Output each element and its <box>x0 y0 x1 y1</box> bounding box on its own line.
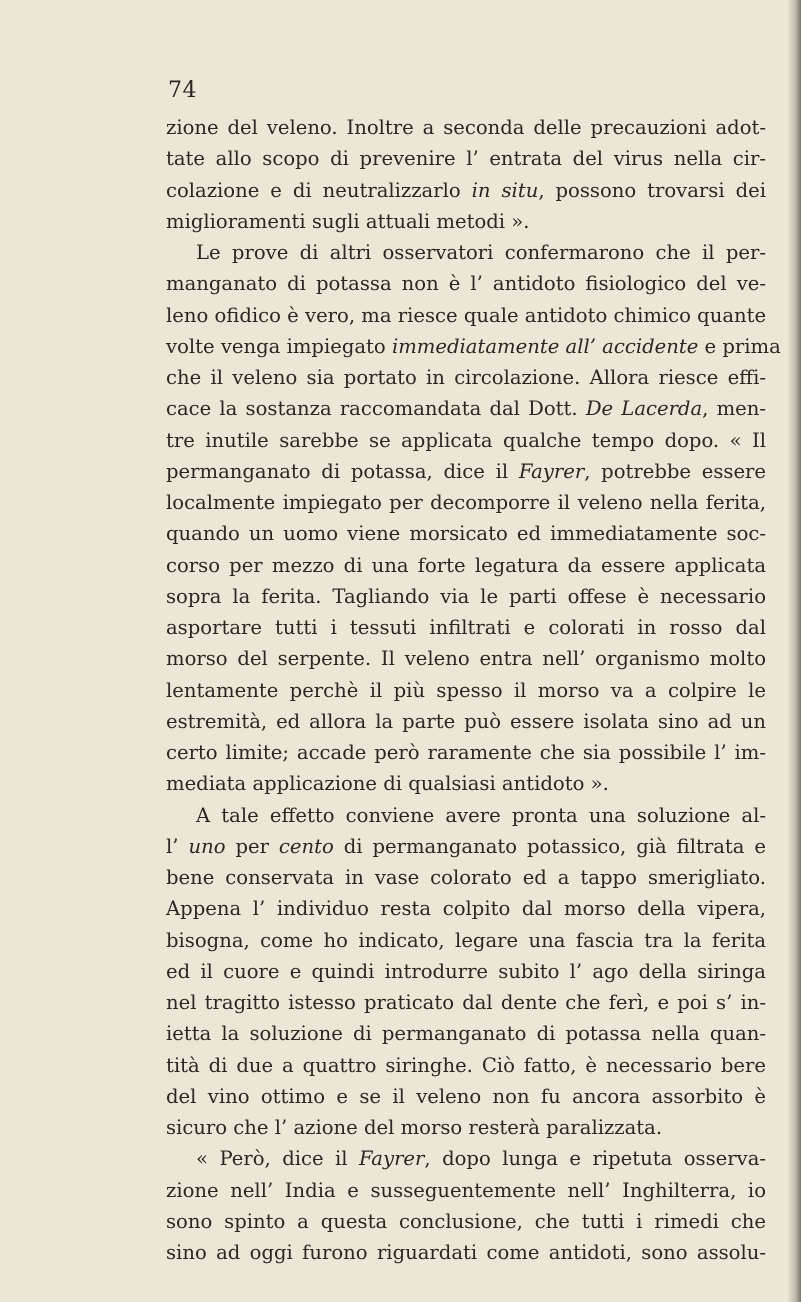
text-line: manganato di potassa non è l’ antidoto fisiologico del ve- <box>166 272 766 296</box>
italic-word: uno <box>188 834 226 858</box>
italic-name: De Lacerda <box>585 397 703 421</box>
text-line: morso del serpente. Il veleno entra nell’ organismo molto <box>166 647 766 671</box>
italic-name: Fayrer <box>518 459 585 483</box>
text-line: sono spinto a questa conclusione, che tutti i rimedi che <box>166 1209 766 1233</box>
text-line: volte venga impiegato immediatamente all’ accidente e prima <box>166 334 781 358</box>
italic-phrase: in situ <box>471 178 539 202</box>
text-line: A tale effetto conviene avere pronta una soluzione al- <box>196 803 766 827</box>
italic-word: cento <box>278 834 334 858</box>
text-line: certo limite; accade però raramente che sia possibile l’ im- <box>166 741 766 764</box>
text-line: « Però, dice il Fayrer, dopo lunga e ripetuta osserva- <box>196 1147 767 1171</box>
text-line: zione nell’ India e susseguentemente nell’ Inghilterra, io <box>166 1178 766 1202</box>
text-line: tità di due a quattro siringhe. Ciò fatto, è necessario bere <box>166 1053 766 1077</box>
text-line: bene conservata in vase colorato ed a tappo smerigliato. <box>166 866 766 889</box>
text-line: sicuro che l’ azione del morso resterà paralizzata. <box>166 1116 663 1139</box>
italic-name: Fayrer <box>359 1147 425 1171</box>
text-line: del vino ottimo e se il veleno non fu ancora assorbito è <box>166 1084 766 1108</box>
page-edge-shadow <box>787 0 801 1302</box>
text-line: permanganato di potassa, dice il Fayrer, potrebbe essere <box>166 459 766 483</box>
text-line: estremità, ed allora la parte può essere isolata sino ad un <box>166 709 766 733</box>
body-text <box>166 112 781 1268</box>
text-line: miglioramenti sugli attuali metodi ». <box>166 209 530 233</box>
text-line: colazione e di neutralizzarlo in situ, possono trovarsi dei <box>166 178 766 202</box>
text-line: sopra la ferita. Tagliando via le parti offese è necessario <box>166 584 766 608</box>
text-line: Le prove di altri osservatori confermarono che il per- <box>196 241 766 264</box>
text-line: nel tragitto istesso praticato dal dente che ferì, e poi s’ in- <box>166 991 766 1014</box>
text-line: quando un uomo viene morsicato ed immediatamente soc- <box>166 522 766 546</box>
text-line: mediata applicazione di qualsiasi antidoto ». <box>166 772 609 796</box>
text-line: ietta la soluzione di permanganato di potassa nella quan- <box>166 1022 766 1046</box>
text-line: sino ad oggi furono riguardati come antidoti, sono assolu- <box>166 1241 766 1264</box>
page-number: 74 <box>168 78 197 103</box>
text-line: zione del veleno. Inoltre a seconda delle precauzioni adot- <box>166 116 766 139</box>
text-line: leno ofidico è vero, ma riesce quale antidoto chimico quante <box>166 303 767 327</box>
text-line: Appena l’ individuo resta colpito dal morso della vipera, <box>166 897 766 921</box>
text-line: asportare tutti i tessuti infiltrati e colorati in rosso dal <box>166 616 766 639</box>
text-line: cace la sostanza raccomandata dal Dott. De Lacerda, men- <box>166 397 767 421</box>
text-line: bisogna, come ho indicato, legare una fascia tra la ferita <box>166 928 766 952</box>
italic-phrase: immediatamente all’ accidente <box>391 334 699 358</box>
text-line: localmente impiegato per decomporre il veleno nella ferita, <box>166 491 766 514</box>
text-line: lentamente perchè il più spesso il morso va a colpire le <box>166 678 766 702</box>
text-line: corso per mezzo di una forte legatura da essere applicata <box>166 553 766 577</box>
text-line: l’ uno per cento di permanganato potassico, già filtrata e <box>166 834 766 858</box>
text-line: tre inutile sarebbe se applicata qualche tempo dopo. « Il <box>166 428 766 452</box>
text-line: tate allo scopo di prevenire l’ entrata del virus nella cir- <box>166 147 766 171</box>
text-line: ed il cuore e quindi introdurre subito l’ ago della siringa <box>166 959 766 983</box>
text-line: che il veleno sia portato in circolazione. Allora riesce effi- <box>166 366 766 389</box>
